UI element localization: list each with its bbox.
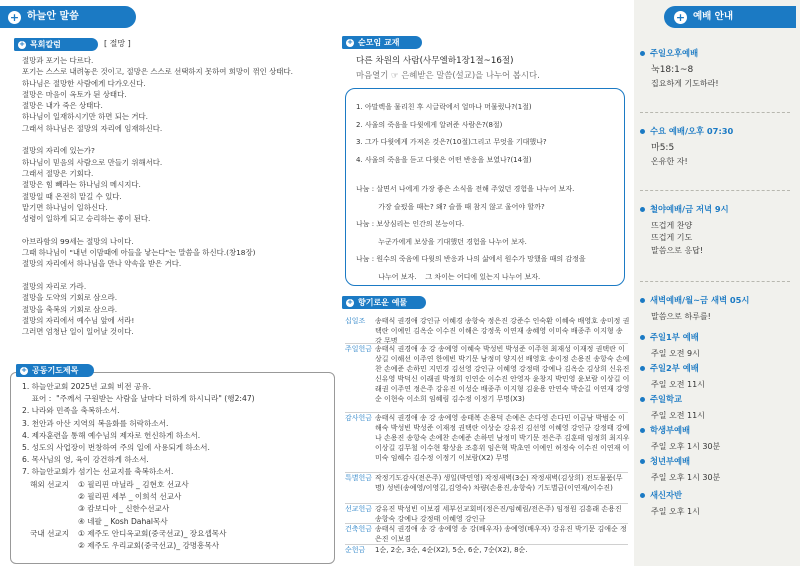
column-line: 절망과 포기는 다르다. <box>22 56 94 65</box>
offering-divider <box>345 472 628 473</box>
offering-row-names: 작정기도감사(전은주) 생일(박민영) 작정새벽(3순) 작정새벽(김상희) 전도물품(무명) 성빈(송예영/이영길,김영숙) 차량(손용진,송항숙) 기도별금(이연재/이수진) <box>375 474 623 492</box>
sidebar-item-line: 주일 오후 1시 <box>651 506 700 516</box>
sidebar-item-line: 주일 오후 1시 30분 <box>651 441 721 451</box>
column-line: 절망의 자리에 있는가? <box>22 146 95 156</box>
bullet-icon <box>640 366 645 371</box>
sidebar-item-title-text: 학생부예배 <box>650 425 691 435</box>
sidebar-item-title-text: 주일2부 예배 <box>650 363 699 373</box>
sidebar-item <box>640 363 790 391</box>
sidebar-item <box>640 425 790 453</box>
sidebar-item-title <box>640 456 790 468</box>
offering-row <box>345 546 630 556</box>
sidebar-item-title-text: 수요 예배/오후 07:30 <box>650 126 734 136</box>
sidebar-item-line: 뜨겁게 찬양 <box>651 220 693 230</box>
sidebar-item-title <box>640 363 790 375</box>
overseas-label: 해외 선교지 <box>30 480 70 489</box>
sidebar-item-line: 주일 오전 11시 <box>651 379 705 389</box>
column-subtitle: [ 절망 ] <box>104 39 131 48</box>
plus-icon: + <box>347 298 353 306</box>
plus-icon: + <box>21 366 27 374</box>
sidebar-item-line: 주일 오전 9시 <box>651 348 700 358</box>
bullet-icon <box>640 459 645 464</box>
bullet-icon <box>640 298 645 303</box>
offering-row <box>345 505 630 525</box>
sidebar-divider <box>640 112 790 113</box>
offering-row-names: 송태식 권경애 송 강 송예영 송태복 손용덕 손예은 손다영 손다민 이금남 박범순 이해숙 박성빈 박성준 이재정 권택란 이상순 강유진 김선영 이혜영 강인규 강정태 강예나 손용진 송항숙 손예찬 손예준 손하민 남정미 박기문 전은주 김훈태 임정희 최지우 이상길 김무철 이수현 황상윤 조흥위 임은혁 박초연 이예인 허정숙 이수진 이연재 이미숙 임혜수 김수정 이정기 이보람(X2) 무명 <box>375 414 630 462</box>
column-line: 절망의 자리에서 예수님 앞에 서라! <box>22 315 135 325</box>
bullet-icon <box>640 335 645 340</box>
cell-question: 1. 아말렉을 물리친 후 시글락에서 얼마나 머물렀나?(1절) <box>356 103 532 111</box>
prayer-label: + 공동기도제목 <box>16 364 94 377</box>
overseas-item: ① 필리핀 마닐라 _ 김현호 선교사 <box>78 480 189 489</box>
column-line: 절망은 힘 빼라는 하나님의 메시지다. <box>22 180 141 190</box>
offering-row <box>345 474 630 494</box>
sidebar-item <box>640 332 790 360</box>
domestic-list <box>78 528 226 552</box>
column-line: 절망을 축복의 기회로 삼으라. <box>22 304 118 314</box>
cell-question: 4. 사울의 죽음을 듣고 다윗은 어떤 반응을 보였나?(14절) <box>356 155 532 164</box>
sidebar-header <box>664 6 796 28</box>
prayer-line: 6. 목사님의 영, 육이 강건하게 하소서. <box>22 455 149 465</box>
sidebar-item-title-text: 주일오후예배 <box>650 48 699 58</box>
prayer-body <box>22 381 334 479</box>
bullet-icon <box>640 207 645 212</box>
cell-share-line: 가장 슬펐을 때는? 왜? 슬플 때 참지 않고 울어야 할까? <box>356 202 545 211</box>
cell-label: + 순모임 교재 <box>342 36 422 49</box>
sidebar-item-line: 집요하게 기도하라! <box>651 78 719 88</box>
sidebar-item-line: 주일 오전 11시 <box>651 410 705 420</box>
column-line: 성령이 일하게 되고 승리하는 좋이 된다. <box>22 214 151 224</box>
cell-share-line: 나눔 : 보상심리는 인간의 본능이다. <box>356 220 465 228</box>
column-line: 아브라함의 99세는 절망의 나이다. <box>22 236 134 246</box>
column-line: 절망의 자리에서 하나님을 만나 약속을 받은 거다. <box>22 259 182 269</box>
column-line: 하나님은 절망한 사람에게 다가오신다. <box>22 78 146 88</box>
cell-share-line: 나눔 : 살면서 나에게 가장 좋은 소식을 전해 주었던 경험을 나누어 보자. <box>356 185 575 193</box>
sidebar-item-line: 말씀으로 응답! <box>651 245 704 255</box>
offering-row-names: 1순, 2순, 3순, 4순(X2), 5순, 6순, 7순(X2), 8순. <box>375 546 528 554</box>
sidebar-divider <box>640 281 790 282</box>
offering-row-label: 주일헌금 <box>345 345 373 353</box>
sidebar-item-title-text: 주일1부 예배 <box>650 332 699 342</box>
sidebar-item-title <box>640 425 790 437</box>
prayer-line: 4. 제자훈련을 통해 예수님의 제자로 헌신하게 하소서. <box>22 430 201 440</box>
bullet-icon <box>640 428 645 433</box>
domestic-label: 국내 선교지 <box>30 529 70 538</box>
offering-row-names: 송태식 권경애 송 강 송예영 이혜숙 박성빈 박성준 이주현 최재성 이재정 권택란 이상길 이해선 이주연 한에빈 박기문 남정미 양지선 배영호 송이정 손용진 송항숙 손예찬 손예준 손하민 지민경 김선영 강인규 이혜영 강정태 강예나 김옥순 김상희 신유진 신유영 박덕신 이래권 박정희 인연순 이수진 안영자 윤창지 박민영 윤보람 이상길 이래권 이주연 정은주 강유진 이성순 배종주 이지형 김윤용 안연숙 박순길 이연재 강영순 이현숙 이소희 임혜림 김수정 이정기 무명(X3) <box>375 345 630 403</box>
bullet-icon <box>640 493 645 498</box>
offering-row-label: 선교헌금 <box>345 505 373 513</box>
sidebar-item <box>640 490 790 518</box>
sidebar-divider <box>640 190 790 191</box>
column-line: 그래서 하나님은 절망의 자리에 임재하신다. <box>22 123 163 133</box>
sidebar-title: 예배 안내 <box>693 11 734 23</box>
bullet-icon <box>640 51 645 56</box>
column-line: 하나님이 믿음의 사람으로 만들기 위해서다. <box>22 157 163 167</box>
column-line: 맡기면 하나님이 일하신다. <box>22 202 108 212</box>
sidebar-item-title <box>640 48 790 60</box>
sidebar-item-line: 주일 오후 1시 30분 <box>651 472 721 482</box>
sidebar-item <box>640 204 790 257</box>
prayer-line: 표어 : "주께서 구원받는 사람을 날마다 더하게 하시니라" (행2:47) <box>22 394 255 404</box>
sidebar-item-title-text: 철야예배/금 저녁 9시 <box>650 204 729 214</box>
offering-divider <box>345 544 628 545</box>
sidebar-item <box>640 394 790 422</box>
sidebar-item <box>640 295 790 323</box>
column-line <box>22 224 332 235</box>
cell-questions <box>356 99 547 169</box>
cell-title: 다른 차원의 사람(사무엘하1장1절~16절) <box>356 56 514 66</box>
offering-row <box>345 525 630 545</box>
offering-row-label: 순헌금 <box>345 546 366 554</box>
plus-icon: + <box>19 40 25 48</box>
column-label: + 목회칼럼 <box>14 38 98 51</box>
sidebar-item-line: 말씀으로 하루를! <box>651 311 711 321</box>
offering-row-names: 송태식 권경애 송 강 송예영 송 강(배우자) 송예영(배우자) 강유진 박기문 김애순 정은진 이보겸 <box>375 525 627 543</box>
plus-icon: + <box>9 10 20 24</box>
offering-row-label: 십일조 <box>345 317 366 325</box>
cell-share-line: 누군가에게 보상을 기대했던 경험을 나누어 보자. <box>356 237 527 246</box>
column-line: 절망은 마음이 옥토가 된 상태다. <box>22 89 127 99</box>
bullet-icon <box>640 397 645 402</box>
sidebar-item-line: 온유한 자! <box>651 156 688 166</box>
cell-subtitle: 마음열기 ☞ 은혜받은 말씀(설교)을 나누어 봅시다. <box>356 70 540 80</box>
sidebar-item-line: 눅18:1~8 <box>651 64 694 75</box>
prayer-line: 2. 나라와 민족을 축복하소서. <box>22 406 120 416</box>
column-body <box>22 55 332 337</box>
offering-divider <box>345 343 628 344</box>
cell-share-line: 나눔 : 원수의 죽음에 다윗의 반응과 나의 삶에서 원수가 망했을 때의 감정을 <box>356 255 586 263</box>
prayer-line: 1. 하늘안교회 2025년 교회 비전 공유. <box>22 382 152 391</box>
sidebar-item <box>640 48 790 90</box>
overseas-item: ④ 네팔 _ Kosh Dahal목사 <box>78 516 168 526</box>
page-title: 하늘안 말씀 <box>27 10 79 22</box>
column-line: 절망일 때 온전히 맡길 수 있다. <box>22 191 122 201</box>
offering-row-names: 송태식 권경애 강인규 이혜경 송항숙 정은진 강준수 인숙환 이혜숙 배영호 송미정 권택란 이예인 김옥순 이수진 이해은 강정욱 이연재 송혜영 이미숙 배종주 이지형 송 강 무명 <box>375 317 630 345</box>
domestic-missions <box>30 528 226 552</box>
prayer-line: 7. 하늘안교회가 섬기는 선교지를 축복하소서. <box>22 467 174 477</box>
sidebar-item-title <box>640 332 790 344</box>
page-header <box>0 6 136 28</box>
column-line: 하나님이 일재하시기만 하면 되는 거다. <box>22 112 148 122</box>
sidebar-item-title <box>640 295 790 307</box>
sidebar-item-title-text: 새벽예배/월~금 새벽 05시 <box>650 295 750 305</box>
cell-question: 2. 사울의 죽음을 다윗에게 알려준 사람은?(8절) <box>356 120 503 129</box>
column-line: 그때 하나님이 "내년 이맘때에 아들을 낳는다"는 말씀을 하신다.(창18장) <box>22 248 256 258</box>
sidebar-item-title-text: 청년부예배 <box>650 456 691 466</box>
prayer-line: 3. 천안과 아산 지역의 복음화를 허락하소서. <box>22 418 169 428</box>
prayer-line: 5. 성도의 사업장이 번창하여 주의 일에 사용되게 하소서. <box>22 443 210 453</box>
sidebar-item <box>640 126 790 168</box>
plus-icon: + <box>347 38 353 46</box>
column-line: 절망의 자리로 가라. <box>22 281 87 291</box>
sidebar-item-title <box>640 490 790 502</box>
column-line: 그래서 절망은 기회다. <box>22 168 94 178</box>
offering-row-label: 건축헌금 <box>345 525 373 533</box>
bullet-icon <box>640 129 645 134</box>
offering-row-label: 감사헌금 <box>345 414 373 422</box>
sidebar-item-line: 뜨겁게 기도 <box>651 233 693 243</box>
sidebar-item-title <box>640 126 790 138</box>
column-line: 절망은 내가 죽은 상태다. <box>22 101 103 111</box>
column-line: 포기는 스스로 내려놓은 것이고, 절망은 스스로 선택하지 못하여 희망이 꺾인 상태다. <box>22 67 293 77</box>
offering-row-label: 특별헌금 <box>345 474 373 482</box>
sidebar-item-title <box>640 204 790 216</box>
overseas-item: ② 필리핀 세부 _ 이희석 선교사 <box>78 492 182 502</box>
column-line <box>22 270 332 281</box>
sidebar-item-line: 마5:5 <box>651 142 675 153</box>
offering-divider <box>345 523 628 524</box>
cell-share-line: 나누어 보자. 그 차이는 어디에 있는지 나누어 보자. <box>356 272 541 281</box>
sidebar-item-title <box>640 394 790 406</box>
domestic-item: ① 제주도 안디옥교회(중국선교)_ 장요셉목사 <box>78 529 227 538</box>
offering-divider <box>345 412 628 413</box>
column-line: 그러면 엄청난 일이 일어날 것이다. <box>22 327 134 337</box>
offering-divider <box>345 503 628 504</box>
cell-share <box>356 181 586 286</box>
sidebar-item-title-text: 주일학교 <box>650 394 683 404</box>
sidebar-item <box>640 456 790 484</box>
sidebar-item-title-text: 새신자반 <box>650 490 683 500</box>
plus-icon: + <box>675 10 686 24</box>
cell-question: 3. 그가 다윗에게 가져온 것은?(10절)그리고 무엇을 기대했나? <box>356 138 547 146</box>
column-line <box>22 134 332 145</box>
overseas-missions <box>30 479 189 528</box>
offering-row-names: 강유진 박성빈 이보겸 세부선교회비(정은진/임혜림/전은주) 임정원 김흥래 손용진 송항숙 강예나 강정태 이혜영 강인규 <box>375 505 622 523</box>
column-line: 절망을 도약의 기회로 삼으라. <box>22 293 118 303</box>
offering-row <box>345 414 630 464</box>
offering-label: + 향기로운 예물 <box>342 296 426 309</box>
overseas-list <box>78 479 189 528</box>
overseas-item: ③ 캄보디아 _ 신한수선교사 <box>78 504 170 514</box>
offering-row <box>345 345 630 404</box>
domestic-item: ② 제주도 우리교회(중국선교)_ 강명흥목사 <box>78 541 220 551</box>
